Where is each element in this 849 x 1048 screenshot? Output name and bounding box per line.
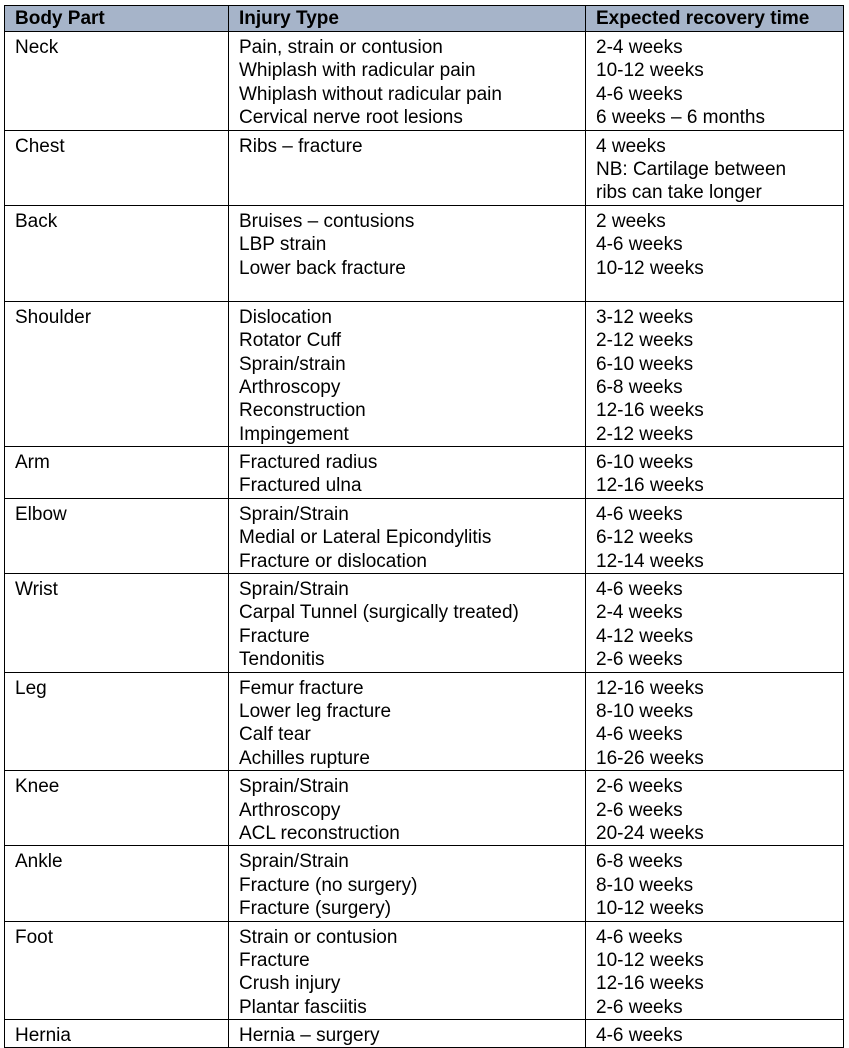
recovery-time-cell <box>586 921 844 1020</box>
recovery-time-entry: 4-12 weeks <box>596 625 694 647</box>
table-row <box>5 771 844 846</box>
recovery-time-cell <box>586 574 844 673</box>
recovery-time-entry: 6-8 weeks <box>596 851 683 873</box>
injury-type-entry: Crush injury <box>239 973 341 995</box>
recovery-time-entry: 4-6 weeks <box>596 503 683 525</box>
recovery-time-entry: 8-10 weeks <box>596 874 694 896</box>
header-row <box>5 6 844 32</box>
table-row <box>5 205 844 301</box>
injury-type-entry: Calf tear <box>239 724 311 746</box>
recovery-time-entry: 4-6 weeks <box>596 724 683 746</box>
table-row <box>5 574 844 673</box>
injury-type-entry: Impingement <box>239 423 349 445</box>
injury-type-entry: Fractured ulna <box>239 475 362 497</box>
recovery-time-cell <box>586 32 844 131</box>
injury-type-entry: Strain or contusion <box>239 926 398 948</box>
injury-type-entry: Sprain/strain <box>239 353 346 375</box>
table-row <box>5 1020 844 1048</box>
table-row <box>5 921 844 1020</box>
recovery-time-entry: 12-16 weeks <box>596 677 704 699</box>
injury-type-entry: Lower leg fracture <box>239 700 392 722</box>
injury-type-entry: Sprain/Strain <box>239 579 349 601</box>
body-part-label: Elbow <box>15 503 67 525</box>
injury-type-cell <box>229 921 586 1020</box>
recovery-time-entry: ribs can take longer <box>596 182 762 204</box>
recovery-time-entry: 6-12 weeks <box>596 527 694 549</box>
recovery-time-cell <box>586 846 844 921</box>
recovery-time-cell <box>586 498 844 573</box>
injury-type-entry: Ribs – fracture <box>239 135 363 157</box>
recovery-time-entry: 6-8 weeks <box>596 376 683 398</box>
recovery-time-entry: 6 weeks – 6 months <box>596 107 765 129</box>
recovery-time-entry: NB: Cartilage between <box>596 158 787 180</box>
injury-type-entry: Plantar fasciitis <box>239 996 367 1018</box>
injury-type-entry: Tendonitis <box>239 649 325 671</box>
body-part-cell <box>5 574 229 673</box>
injury-type-entry: Whiplash with radicular pain <box>239 60 476 82</box>
recovery-time-entry: 2-6 weeks <box>596 649 683 671</box>
injury-type-cell <box>229 447 586 499</box>
recovery-time-entry: 4-6 weeks <box>596 926 683 948</box>
recovery-time-entry: 4 weeks <box>596 135 666 157</box>
recovery-time-entry: 2-6 weeks <box>596 799 683 821</box>
injury-type-entry: Sprain/Strain <box>239 503 349 525</box>
injury-type-cell <box>229 574 586 673</box>
injury-type-cell <box>229 301 586 446</box>
recovery-time-entry: 4-6 weeks <box>596 234 683 256</box>
recovery-time-cell <box>586 205 844 301</box>
body-part-cell <box>5 921 229 1020</box>
injury-type-cell <box>229 498 586 573</box>
injury-type-entry: Fracture or dislocation <box>239 550 427 572</box>
header-injury-type: Injury Type <box>229 6 586 32</box>
recovery-time-cell <box>586 771 844 846</box>
injury-type-entry: Rotator Cuff <box>239 330 342 352</box>
recovery-time-entry: 6-10 weeks <box>596 353 694 375</box>
body-part-cell <box>5 771 229 846</box>
recovery-time-entry: 6-10 weeks <box>596 452 694 474</box>
header-recovery-time: Expected recovery time <box>586 6 844 32</box>
body-part-label: Foot <box>15 926 54 948</box>
recovery-time-entry: 2-12 weeks <box>596 330 694 352</box>
body-part-cell <box>5 1020 229 1048</box>
body-part-cell <box>5 32 229 131</box>
body-part-label: Leg <box>15 677 47 699</box>
recovery-time-entry: 4-6 weeks <box>596 579 683 601</box>
injury-type-entry: Femur fracture <box>239 677 364 699</box>
recovery-time-entry: 10-12 weeks <box>596 60 704 82</box>
recovery-time-entry: 12-16 weeks <box>596 400 704 422</box>
body-part-label: Knee <box>15 776 60 798</box>
body-part-cell <box>5 447 229 499</box>
injury-type-entry: Bruises – contusions <box>239 210 415 232</box>
injury-type-entry: Fracture (surgery) <box>239 898 392 920</box>
injury-type-entry: Arthroscopy <box>239 799 341 821</box>
body-part-cell <box>5 672 229 771</box>
table-row <box>5 498 844 573</box>
injury-type-entry: LBP strain <box>239 234 327 256</box>
injury-type-entry: Sprain/Strain <box>239 776 349 798</box>
table-row <box>5 301 844 446</box>
injury-type-entry: Lower back fracture <box>239 257 406 279</box>
recovery-time-entry: 2-6 weeks <box>596 996 683 1018</box>
table-row <box>5 447 844 499</box>
header-body-part: Body Part <box>5 6 229 32</box>
injury-type-entry: Reconstruction <box>239 400 366 422</box>
injury-type-entry: Cervical nerve root lesions <box>239 107 463 129</box>
recovery-time-table <box>4 5 844 1048</box>
injury-type-cell <box>229 1020 586 1048</box>
injury-type-entry: Medial or Lateral Epicondylitis <box>239 527 492 549</box>
injury-type-cell <box>229 771 586 846</box>
recovery-time-entry: 20-24 weeks <box>596 822 704 844</box>
body-part-label: Hernia <box>15 1025 71 1047</box>
recovery-time-entry: 10-12 weeks <box>596 257 704 279</box>
recovery-time-entry: 16-26 weeks <box>596 747 704 769</box>
body-part-cell <box>5 846 229 921</box>
recovery-time-entry: 10-12 weeks <box>596 898 704 920</box>
injury-type-entry: Achilles rupture <box>239 747 370 769</box>
body-part-label: Shoulder <box>15 306 92 328</box>
injury-type-cell <box>229 32 586 131</box>
body-part-label: Ankle <box>15 851 63 873</box>
recovery-time-cell <box>586 447 844 499</box>
recovery-time-entry: 4-6 weeks <box>596 83 683 105</box>
body-part-label: Back <box>15 210 58 232</box>
recovery-time-entry: 2-12 weeks <box>596 423 694 445</box>
injury-type-entry: Arthroscopy <box>239 376 341 398</box>
recovery-time-cell <box>586 672 844 771</box>
recovery-time-cell <box>586 301 844 446</box>
recovery-time-cell <box>586 130 844 205</box>
injury-type-entry: Fracture <box>239 949 310 971</box>
injury-type-entry: Fracture <box>239 625 310 647</box>
recovery-time-entry: 3-12 weeks <box>596 306 694 328</box>
table-row <box>5 130 844 205</box>
table-row <box>5 32 844 131</box>
table-body <box>5 32 844 1048</box>
recovery-time-entry: 4-6 weeks <box>596 1025 683 1047</box>
body-part-cell <box>5 301 229 446</box>
injury-type-entry: Dislocation <box>239 306 332 328</box>
injury-type-entry: ACL reconstruction <box>239 822 400 844</box>
injury-type-cell <box>229 672 586 771</box>
injury-type-cell <box>229 130 586 205</box>
recovery-time-entry: 2 weeks <box>596 210 666 232</box>
recovery-time-entry: 12-14 weeks <box>596 550 704 572</box>
recovery-time-cell <box>586 1020 844 1048</box>
recovery-time-entry: 10-12 weeks <box>596 949 704 971</box>
recovery-time-entry: 12-16 weeks <box>596 475 704 497</box>
body-part-cell <box>5 205 229 301</box>
injury-type-cell <box>229 846 586 921</box>
table-row <box>5 672 844 771</box>
body-part-cell <box>5 130 229 205</box>
recovery-time-entry: 8-10 weeks <box>596 700 694 722</box>
recovery-time-entry: 2-4 weeks <box>596 602 683 624</box>
injury-type-entry: Pain, strain or contusion <box>239 37 443 58</box>
recovery-time-entry: 2-4 weeks <box>596 37 683 58</box>
injury-type-entry: Whiplash without radicular pain <box>239 83 502 105</box>
injury-type-entry: Fractured radius <box>239 452 378 474</box>
body-part-label: Neck <box>15 37 59 58</box>
injury-type-cell <box>229 205 586 301</box>
injury-type-entry: Fracture (no surgery) <box>239 874 418 896</box>
body-part-cell <box>5 498 229 573</box>
injury-type-entry: Carpal Tunnel (surgically treated) <box>239 602 519 624</box>
recovery-time-entry: 2-6 weeks <box>596 776 683 798</box>
body-part-label: Arm <box>15 452 50 474</box>
body-part-label: Wrist <box>15 579 58 601</box>
injury-type-entry: Hernia – surgery <box>239 1025 380 1047</box>
table-row <box>5 846 844 921</box>
injury-type-entry: Sprain/Strain <box>239 851 349 873</box>
recovery-time-entry: 12-16 weeks <box>596 973 704 995</box>
body-part-label: Chest <box>15 135 65 157</box>
